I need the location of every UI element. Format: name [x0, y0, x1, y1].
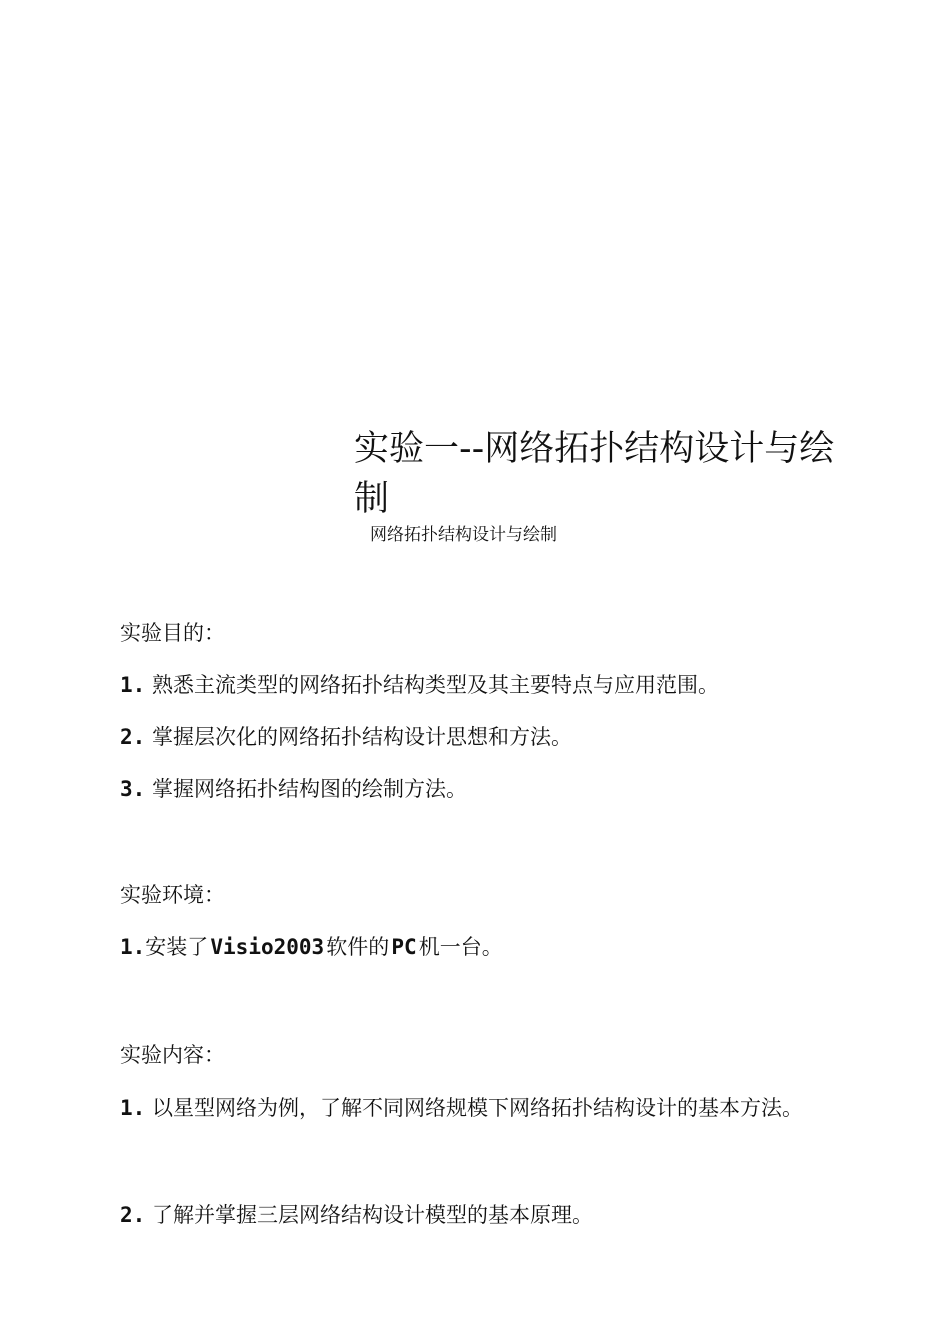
item-text: 掌握网络拓扑结构图的绘制方法。	[152, 777, 467, 801]
item-number: 1.	[120, 1096, 146, 1120]
document-subtitle: 网络拓扑结构设计与绘制	[370, 525, 557, 545]
environment-item	[120, 932, 503, 962]
item-text: 熟悉主流类型的网络拓扑结构类型及其主要特点与应用范围。	[152, 673, 719, 697]
item-text-pre: 安装了	[145, 935, 209, 959]
document-title: 实验一--网络拓扑结构设计与绘制	[354, 429, 835, 519]
item-number: 1.	[120, 935, 146, 959]
purpose-item	[120, 722, 572, 752]
item-text: 掌握层次化的网络拓扑结构设计思想和方法。	[152, 725, 572, 749]
item-number: 3.	[120, 777, 146, 801]
item-number: 2.	[120, 1203, 146, 1227]
purpose-item	[120, 774, 467, 804]
item-text: 了解并掌握三层网络结构设计模型的基本原理。	[152, 1203, 593, 1227]
pc-label: PC	[391, 935, 417, 959]
purpose-item	[120, 670, 719, 700]
content-heading: 实验内容：	[120, 1043, 225, 1067]
content-item	[120, 1200, 593, 1230]
item-text-mid: 软件的	[326, 935, 390, 959]
item-text-post: 机一台。	[418, 935, 503, 959]
item-text: 以星型网络为例，了解不同网络规模下网络拓扑结构设计的基本方法。	[152, 1096, 803, 1120]
environment-heading: 实验环境：	[120, 883, 225, 907]
content-item	[120, 1080, 830, 1136]
purpose-heading: 实验目的：	[120, 621, 225, 645]
software-name: Visio2003	[210, 935, 325, 959]
item-number: 2.	[120, 725, 146, 749]
item-number: 1.	[120, 673, 146, 697]
